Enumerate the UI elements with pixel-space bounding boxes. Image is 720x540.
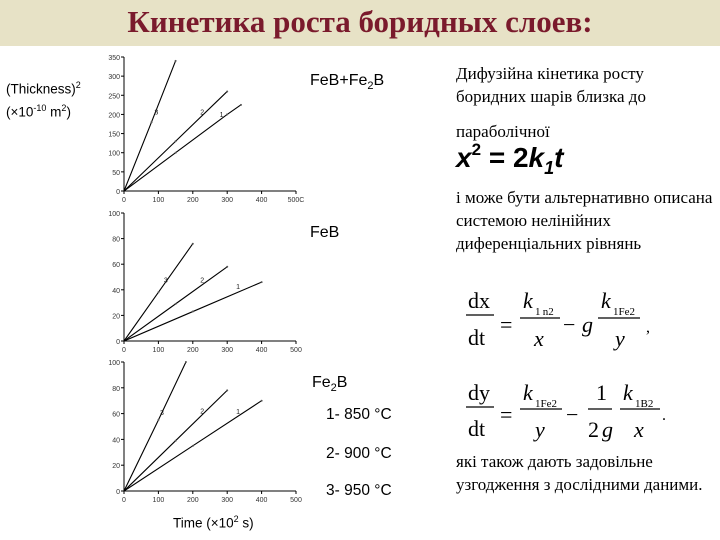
- chart-2-y-tick-label: 0: [116, 339, 120, 346]
- chart-2-series-2-label: 2: [200, 277, 205, 285]
- eq1-k1: k: [523, 290, 533, 313]
- chart-1-x-tick-label: 300: [221, 197, 234, 204]
- chart-3-x-tick-label: 200: [186, 497, 199, 504]
- panel-label-3-tail: B: [336, 374, 348, 391]
- chart-2-series-3-point: [157, 291, 159, 293]
- eq1-denominator-1: x: [534, 326, 544, 351]
- equation-1: [466, 290, 650, 351]
- chart-3-y-tick-label: 0: [116, 489, 120, 496]
- chart-1-series-2-point: [226, 90, 228, 92]
- chart-1-y-tick-label: 100: [108, 150, 120, 158]
- chart-3-x-tick-label: 300: [221, 497, 234, 504]
- chart-2-y-tick-label: 20: [112, 313, 120, 321]
- formula-equals: = 2: [481, 142, 529, 173]
- chart-3-series-1-point: [192, 445, 194, 447]
- chart-2-x-tick-label: 200: [186, 347, 199, 354]
- chart-1-y-tick-label: 300: [108, 74, 120, 82]
- formula-k: k: [528, 142, 545, 173]
- y-axis-unit-open: (×10: [6, 104, 34, 119]
- y-axis-unit-mid: m: [46, 104, 62, 119]
- panel-label-3: [312, 374, 347, 394]
- chart-1-x-tick-label: 500C: [287, 197, 305, 204]
- chart-1-y-tick-label: 200: [108, 112, 120, 120]
- chart-3-series-2-point: [226, 389, 228, 391]
- legend-item-1: 1- 850 °C: [326, 406, 392, 423]
- eq2-k2-sub: 1B2: [635, 398, 654, 410]
- chart-2-x-tick-label: 500: [290, 347, 302, 354]
- chart-3-y-tick-label: 60: [112, 411, 120, 419]
- chart-2-series-3-point: [192, 243, 194, 245]
- chart-2-x-tick-label: 0: [122, 347, 126, 354]
- panel-label-2-main: FeB: [310, 224, 340, 241]
- eq2-minus: −: [566, 402, 579, 427]
- chart-3-x-tick-label: 0: [122, 497, 126, 504]
- x-axis-label-exp: 2: [233, 514, 239, 524]
- chart-3-series-2-point: [175, 440, 177, 442]
- chart-2-series-2-point: [226, 266, 228, 268]
- chart-1-x-tick-label: 400: [255, 197, 268, 204]
- y-axis-unit-exp: -10: [33, 102, 47, 113]
- chart-2-x-tick-label: 100: [152, 347, 165, 354]
- chart-1-series-1-point: [226, 113, 228, 115]
- eq2-denominator-1: y: [535, 417, 545, 442]
- x-axis-label-rest: s): [238, 515, 254, 531]
- eq1-k2: k: [601, 290, 611, 313]
- eq1-comma: ,: [646, 319, 650, 336]
- eq1-minus: −: [563, 312, 576, 337]
- chart-1-series-1-point: [175, 152, 177, 154]
- chart-2-x-tick-label: 300: [221, 347, 234, 354]
- y-axis-label-exp: 2: [75, 80, 81, 90]
- parabolic-formula: [456, 140, 564, 178]
- chart-3-series-3-point: [185, 361, 187, 363]
- eq1-g: g: [582, 312, 593, 337]
- chart-3-x-tick-label: 500: [290, 497, 302, 504]
- eq2-numerator-left: dy: [468, 380, 490, 405]
- chart-1-series-2-label: 2: [200, 109, 205, 117]
- chart-2-y-tick-label: 40: [112, 287, 120, 295]
- formula-power: 2: [471, 140, 482, 159]
- equation-2: [466, 380, 666, 442]
- chart-2-y-tick-label: 80: [112, 236, 120, 244]
- y-axis-label-text: (Thickness): [6, 81, 76, 97]
- chart-2-x-tick-label: 400: [255, 347, 268, 354]
- description-paragraph-3: і може бути альтернативно описана системою нелінійних диференціальних рівнянь: [456, 188, 713, 253]
- eq2-half-denominator: 2: [588, 417, 599, 442]
- eq1-k2-sub: 1Fe2: [613, 306, 635, 318]
- chart-1-series-2-point: [175, 140, 177, 142]
- panel-label-2: [310, 224, 339, 242]
- eq1-equals: =: [500, 312, 513, 337]
- eq2-half-numerator: 1: [596, 380, 607, 405]
- eq1-k1-sub: 1 n2: [535, 306, 554, 318]
- y-axis-unit-close: ): [66, 104, 71, 119]
- chart-3-series-2-label: 2: [200, 408, 205, 416]
- chart-3-series-3-label: 3: [160, 410, 164, 418]
- x-axis-label: [173, 514, 254, 531]
- chart-1-series-1-point: [240, 104, 242, 106]
- eq1-denominator-2: y: [615, 326, 625, 351]
- chart-1-y-tick-label: 250: [108, 93, 120, 101]
- formula-k-sub: 1: [544, 158, 555, 178]
- description-paragraph-1: Дифузійна кінетика росту боридних шарів близка до: [456, 64, 646, 106]
- legend-item-2: 2- 900 °C: [326, 445, 392, 462]
- chart-1-series-1-label: 1: [219, 112, 224, 120]
- chart-3-series-3-point: [157, 419, 159, 421]
- panel-label-1-sub: 2: [367, 80, 374, 93]
- chart-3-x-tick-label: 400: [255, 497, 268, 504]
- chart-3-y-tick-label: 20: [112, 463, 120, 471]
- chart-1-x-tick-label: 0: [122, 197, 126, 204]
- panel-label-1-main: FeB+Fe: [310, 72, 368, 89]
- panel-label-1-tail: B: [373, 72, 385, 89]
- formula-t: t: [554, 142, 564, 173]
- slide-title: Кинетика роста боридных слоев:: [127, 4, 593, 39]
- chart-3-y-tick-label: 80: [112, 385, 120, 393]
- chart-1-series-3-point: [175, 60, 177, 62]
- chart-1-x-tick-label: 200: [186, 197, 199, 204]
- chart-2-series-1-point: [261, 281, 263, 283]
- eq2-k1-sub: 1Fe2: [535, 398, 557, 410]
- chart-1-series-3-label: 3: [154, 109, 159, 117]
- eq2-k1: k: [523, 380, 533, 405]
- eq2-k2: k: [623, 380, 633, 405]
- chart-3-series-1-label: 1: [236, 408, 240, 416]
- chart-2-series-3-label: 3: [163, 277, 168, 285]
- chart-2-series-1-point: [192, 311, 194, 313]
- eq2-denominator-left: dt: [468, 416, 486, 441]
- eq2-denominator-2: x: [634, 417, 644, 442]
- chart-1-y-tick-label: 0: [116, 189, 120, 196]
- differential-equations: [460, 290, 710, 450]
- chart-3-y-tick-label: 40: [112, 437, 120, 445]
- chart-2-y-tick-label: 100: [108, 211, 120, 218]
- y-axis-unit-exp2: 2: [61, 102, 67, 113]
- eq2-equals: =: [500, 402, 513, 427]
- chart-3-x-tick-label: 100: [152, 497, 165, 504]
- chart-1-y-tick-label: 350: [108, 55, 120, 62]
- eq1-numerator-left: dx: [468, 290, 490, 313]
- description-paragraph-4: які також дають задовільне узгодження з дослідними даними.: [456, 452, 703, 494]
- eq2-g: g: [602, 417, 613, 442]
- chart-1-x-tick-label: 100: [152, 197, 165, 204]
- chart-1-y-tick-label: 50: [112, 169, 120, 177]
- panel-label-3-sub: 2: [330, 382, 337, 395]
- chart-2-series-2-point: [175, 303, 177, 305]
- chart-1-y-tick-label: 150: [108, 131, 120, 139]
- panel-label-1: [310, 72, 384, 92]
- chart-3-series-3-line: [124, 362, 186, 491]
- panel-label-3-main: Fe: [312, 374, 331, 391]
- eq1-denominator-left: dt: [468, 325, 486, 350]
- eq2-period: .: [662, 407, 666, 424]
- chart-3-y-tick-label: 100: [108, 360, 120, 367]
- chart-3-series-1-point: [261, 400, 263, 402]
- x-axis-label-text: Time (×10: [173, 515, 234, 531]
- chart-2-y-tick-label: 60: [112, 262, 120, 270]
- chart-1-series-3-point: [151, 121, 153, 123]
- chart-2-series-1-label: 1: [236, 283, 240, 291]
- description-paragraph-2: параболічної: [456, 122, 550, 141]
- legend-item-3: 3- 950 °C: [326, 482, 392, 499]
- formula-x: x: [456, 142, 472, 173]
